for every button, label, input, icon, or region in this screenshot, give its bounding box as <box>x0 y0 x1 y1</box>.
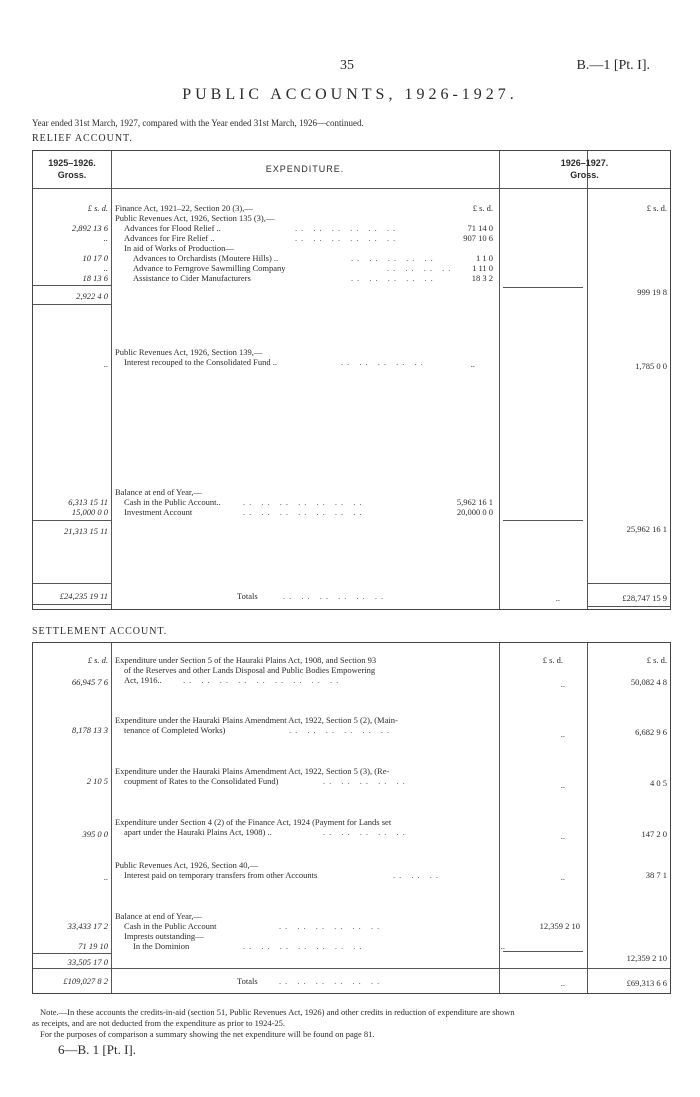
s-item1-cur: 50,082 4 8 <box>630 677 667 687</box>
s-item5-cur: 38 7 1 <box>645 870 667 880</box>
page-footer: 6—B. 1 [Pt. I]. <box>58 1042 136 1057</box>
prev-total: £24,235 19 11 <box>59 591 108 601</box>
cur-balance: 25,962 16 1 <box>626 524 667 534</box>
prev-investment: 15,000 0 0 <box>71 507 108 517</box>
s-unit-prev: £ s. d. <box>87 655 108 665</box>
prev-orchardists: 10 17 0 <box>82 253 108 263</box>
s-item1-mid: .. <box>560 679 565 689</box>
mid-interest: .. <box>470 359 475 369</box>
page-title: PUBLIC ACCOUNTS, 1926-1927. <box>182 86 518 103</box>
investment-text: Investment Account <box>124 507 193 517</box>
balance-heading: Balance at end of Year,— <box>115 487 202 497</box>
s-item4-mid: .. <box>560 831 565 841</box>
s-item3-line1: Expenditure under the Hauraki Plains Amendment Act, 1922, Section 5 (3), (Re- <box>115 766 390 776</box>
cur-year-header: 1926–1927. Gross. <box>560 158 609 180</box>
mid-investment: 20,000 0 0 <box>456 507 493 517</box>
prev-year-header: 1925–1926. Gross. <box>48 158 96 180</box>
cash-text: Cash in the Public Account.. <box>124 497 221 507</box>
s-item3-line2: coupment of Rates to the Consolidated Fund) <box>124 776 279 786</box>
s-balance-subtotal-prev: 33,505 17 0 <box>67 957 108 967</box>
s-cash-prev: 33,433 17 2 <box>67 921 108 931</box>
interest-heading: Public Revenues Act, 1926, Section 139,— <box>115 347 263 357</box>
s-dominion-text: In the Dominion <box>133 941 190 951</box>
note-line-1: Note.—In these accounts the credits-in-aid (section 51, Public Revenues Act, 1926) and other credits in reduction of expenditure are shown <box>40 1007 515 1017</box>
s-total-prev: £109,027 8 2 <box>63 976 108 986</box>
mid-ferngrove: 1 11 0 <box>472 263 493 273</box>
s-total-cur: £69,313 6 6 <box>626 978 667 988</box>
relief-account-table: 1925–1926. Gross. EXPENDITURE. 1926–1927. Gross. £ s. d. £ s. d. £ s. d. Finance Act, 1921–22, Section 20 (3),— Public Revenues Act, 1926, Section 135 (3),— Advances for Flood Relief .. Advances for Fire Relief .. In aid of Works of Production— Advances to Orchardists (Moutere Hills) .. Advance to Ferngrove Sawmilling Company Assistance to Cider Manufacturers .. .. .. .. .. .. .. .. .. .. .. .. .. .. .. .. .. .. .. .. .. .. .. .. .. .. 2,892 13 6 .. 10 17 0 .. 18 13 6 2,922 4 0 71 14 0 907 10 6 1 1 0 1 11 0 18 3 2 999 19 8 Public Revenues Act, 1926, Section 139,— Interest recouped to the Consolidated Fund .. .. .. .. .. .. .. .. 1,785 0 0 Balance at end of Year,— Cash in the Public Account.. .. .. .. .. .. .. .. Investment Account .. .. .. .. .. .. .. 6,313 15 11 15,000 0 0 21,313 15 11 5,962 16 1 20,000 0 0 25,962 16 1 Totals .. .. .. .. .. .. £24,235 19 11 .. £28,747 15 9 <box>32 150 671 610</box>
s-item3-prev: 2 10 5 <box>86 776 108 786</box>
s-total-mid: .. <box>560 978 565 988</box>
line-public-revenues: Public Revenues Act, 1926, Section 135 (3),— <box>115 213 275 223</box>
prev-cash: 6,313 15 11 <box>68 497 108 507</box>
line-fire-relief: Advances for Fire Relief .. <box>124 233 215 243</box>
prev-fire: .. <box>103 233 108 243</box>
s-cash-text: Cash in the Public Account <box>124 921 217 931</box>
line-cider: Assistance to Cider Manufacturers <box>133 273 251 283</box>
prev-interest: .. <box>103 359 108 369</box>
page-number: 35 <box>340 58 354 73</box>
s-item1-line2: of the Reserves and other Lands Disposal and Public Bodies Empowering <box>124 665 376 675</box>
s-item3-mid: .. <box>560 780 565 790</box>
cur-subtotal-1: 999 19 8 <box>637 287 667 297</box>
s-cash-mid: 12,359 2 10 <box>539 921 580 931</box>
unit-cur: £ s. d. <box>646 203 667 213</box>
mid-total: .. <box>555 593 560 603</box>
s-item1-prev: 66,945 7 6 <box>71 677 108 687</box>
settlement-totals-label: Totals <box>237 976 258 986</box>
document-reference: B.—1 [Pt. I]. <box>576 58 650 73</box>
settlement-account-label: SETTLEMENT ACCOUNT. <box>32 626 168 637</box>
prev-subtotal-1: 2,922 4 0 <box>76 291 108 301</box>
note-line-2: as receipts, and are not deducted from the expenditure as prior to 1924-25. <box>32 1018 286 1028</box>
line-works-production: In aid of Works of Production— <box>124 243 234 253</box>
settlement-account-table: £ s. d. £ s. d. £ s. d. Expenditure under Section 5 of the Hauraki Plains Act, 1908, and Section 93 of the Reserves and other Lands Disposal and Public Bodies Empowering Act, 1916.. .. .. .. .. .. .. .. .. .. 66,945 7 6 .. 50,082 4 8 Expenditure under the Hauraki Plains Amendment Act, 1922, Section 5 (2), (Main- tenance of Completed Works) .. .. .. .. .. .. 8,178 13 3 .. 6,682 9 6 Expenditure under the Hauraki Plains Amendment Act, 1922, Section 5 (3), (Re- coupment of Rates to the Consolidated Fund) .. .. .. .. .. 2 10 5 .. 4 0 5 Expenditure under Section 4 (2) of the Finance Act, 1924 (Payment for Lands set apart under the Hauraki Plains Act, 1908) .. .. .. .. .. .. 395 0 0 .. 147 2 0 Public Revenues Act, 1926, Section 40,— Interest paid on temporary transfers from other Accounts .. .. .. .. .. 38 7 1 Balance at end of Year,— Cash in the Public Account .. .. .. .. .. .. Imprests outstanding— In the Dominion .. .. .. .. .. .. .. 33,433 17 2 71 19 10 33,505 17 0 12,359 2 10 .. 12,359 2 10 Totals .. .. .. .. .. .. £109,027 8 2 .. £69,313 6 6 <box>32 642 671 994</box>
s-unit-cur: £ s. d. <box>646 655 667 665</box>
s-item4-line1: Expenditure under Section 4 (2) of the Finance Act, 1924 (Payment for Lands set <box>115 817 392 827</box>
s-item4-line2: apart under the Hauraki Plains Act, 1908) .. <box>124 827 272 837</box>
s-item5-prev: .. <box>103 872 108 882</box>
mid-flood: 71 14 0 <box>467 223 493 233</box>
s-dominion-mid: .. <box>500 941 505 951</box>
prev-ferngrove: .. <box>103 263 108 273</box>
page-subtitle: Year ended 31st March, 1927, compared with the Year ended 31st March, 1926—continued. <box>32 118 364 128</box>
prev-flood: 2,892 13 6 <box>71 223 108 233</box>
cur-total: £28,747 15 9 <box>622 593 667 603</box>
s-item2-line1: Expenditure under the Hauraki Plains Amendment Act, 1922, Section 5 (2), (Main- <box>115 715 398 725</box>
s-item1-line1: Expenditure under Section 5 of the Hauraki Plains Act, 1908, and Section 93 <box>115 655 377 665</box>
s-item2-prev: 8,178 13 3 <box>71 725 108 735</box>
s-item4-cur: 147 2 0 <box>641 829 667 839</box>
s-balance-heading: Balance at end of Year,— <box>115 911 202 921</box>
s-item2-mid: .. <box>560 729 565 739</box>
s-item1-line3: Act, 1916.. <box>124 675 162 685</box>
prev-balance-subtotal: 21,313 15 11 <box>64 526 108 536</box>
s-item5-mid: .. <box>560 872 565 882</box>
note-line-3: For the purposes of comparison a summary showing the net expenditure will be found on page 81. <box>40 1029 375 1039</box>
unit-prev: £ s. d. <box>87 203 108 213</box>
s-unit-mid: £ s. d. <box>542 655 563 665</box>
s-item5-line2: Interest paid on temporary transfers from other Accounts <box>124 870 318 880</box>
interest-text: Interest recouped to the Consolidated Fund .. <box>124 357 277 367</box>
s-item2-cur: 6,682 9 6 <box>635 727 667 737</box>
cur-interest: 1,785 0 0 <box>635 361 667 371</box>
s-imprest-heading: Imprests outstanding— <box>124 931 204 941</box>
s-item5-line1: Public Revenues Act, 1926, Section 40,— <box>115 860 259 870</box>
line-flood-relief: Advances for Flood Relief .. <box>124 223 221 233</box>
expenditure-header: EXPENDITURE. <box>265 164 345 174</box>
line-orchardists: Advances to Orchardists (Moutere Hills) .. <box>133 253 279 263</box>
relief-account-label: RELIEF ACCOUNT. <box>32 133 133 144</box>
mid-fire: 907 10 6 <box>463 233 493 243</box>
prev-cider: 18 13 6 <box>82 273 108 283</box>
mid-cash: 5,962 16 1 <box>456 497 493 507</box>
s-item3-cur: 4 0 5 <box>650 778 667 788</box>
unit-mid: £ s. d. <box>472 203 493 213</box>
relief-totals-label: Totals <box>237 591 258 601</box>
line-finance-act: Finance Act, 1921–22, Section 20 (3),— <box>115 203 253 213</box>
s-item4-prev: 395 0 0 <box>82 829 108 839</box>
line-ferngrove: Advance to Ferngrove Sawmilling Company <box>133 263 286 273</box>
s-dominion-prev: 71 19 10 <box>78 941 108 951</box>
s-balance-cur: 12,359 2 10 <box>626 953 667 963</box>
s-item2-line2: tenance of Completed Works) <box>124 725 226 735</box>
mid-cider: 18 3 2 <box>471 273 493 283</box>
mid-orchardists: 1 1 0 <box>476 253 493 263</box>
